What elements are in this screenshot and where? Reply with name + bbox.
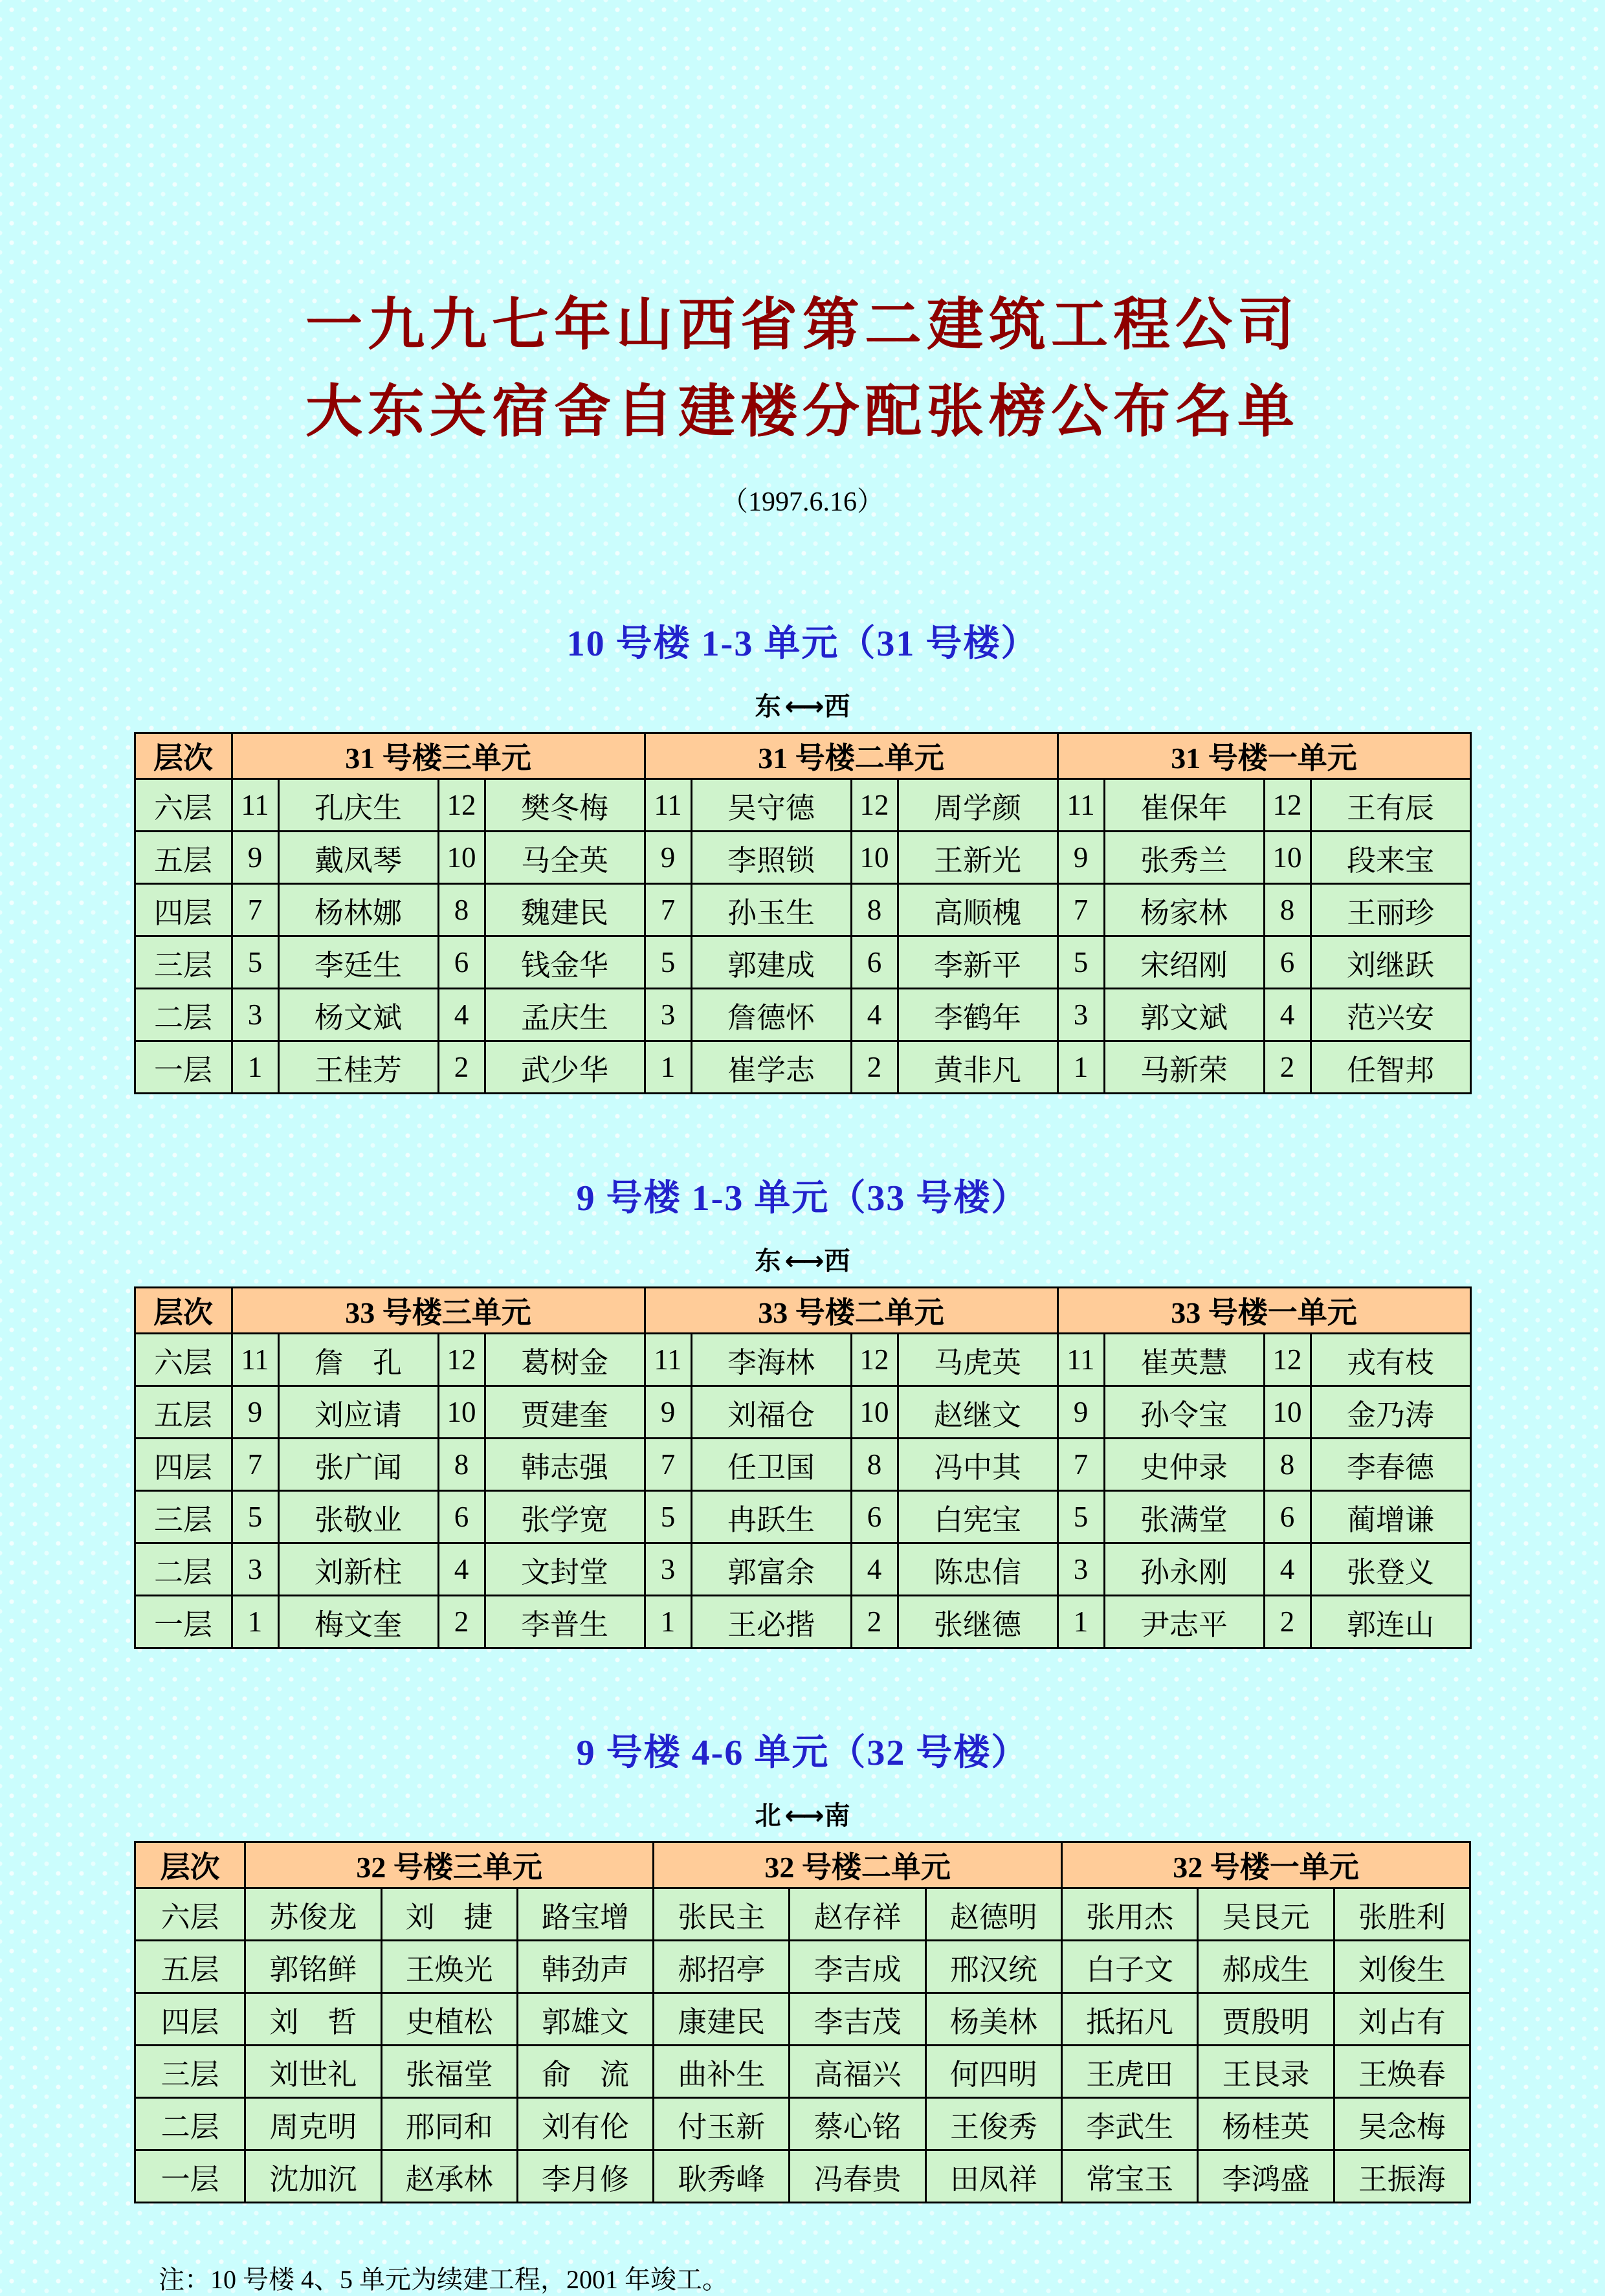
name-cell: 冯中其 <box>898 1439 1057 1491</box>
apt-number-cell: 9 <box>645 1386 691 1439</box>
name-cell: 李鸿盛 <box>1198 2150 1334 2203</box>
name-cell: 杨桂英 <box>1198 2098 1334 2150</box>
name-cell: 武少华 <box>485 1041 645 1094</box>
name-cell: 付玉新 <box>654 2098 790 2150</box>
section-2 <box>0 1169 1605 1649</box>
name-cell: 金乃涛 <box>1311 1386 1470 1439</box>
name-cell: 文封堂 <box>485 1543 645 1596</box>
name-cell: 马全英 <box>485 832 645 884</box>
footnote: 注：10 号楼 4、5 单元为续建工程，2001 年竣工。 <box>159 2265 728 2294</box>
unit-header-cell: 32 号楼二单元 <box>654 1842 1062 1888</box>
name-cell: 刘应请 <box>278 1386 438 1439</box>
name-cell: 尹志平 <box>1104 1596 1264 1648</box>
floor-cell: 一层 <box>135 1596 232 1648</box>
name-cell: 葛树金 <box>485 1334 645 1386</box>
name-cell: 郭雄文 <box>517 1993 653 2046</box>
name-cell: 刘新柱 <box>278 1543 438 1596</box>
apt-number-cell: 2 <box>1264 1041 1311 1094</box>
apt-number-cell: 10 <box>1264 1386 1311 1439</box>
name-cell: 李月修 <box>517 2150 653 2203</box>
name-cell: 郭连山 <box>1311 1596 1470 1648</box>
apt-number-cell: 5 <box>1057 1491 1104 1543</box>
apt-number-cell: 6 <box>1264 1491 1311 1543</box>
name-cell: 田凤祥 <box>925 2150 1061 2203</box>
floor-cell: 四层 <box>135 1439 232 1491</box>
floor-cell: 一层 <box>135 1041 232 1094</box>
name-cell: 高福兴 <box>790 2046 925 2098</box>
name-cell: 贾殷明 <box>1198 1993 1334 2046</box>
name-cell: 贾建奎 <box>485 1386 645 1439</box>
table-row <box>135 1439 1470 1491</box>
name-cell: 马新荣 <box>1104 1041 1264 1094</box>
name-cell: 钱金华 <box>485 936 645 989</box>
name-cell: 赵德明 <box>925 1888 1061 1941</box>
apt-number-cell: 5 <box>232 936 278 989</box>
apt-number-cell: 7 <box>645 884 691 936</box>
name-cell: 刘世礼 <box>245 2046 381 2098</box>
name-cell: 任智邦 <box>1311 1041 1470 1094</box>
name-cell: 白子文 <box>1062 1941 1198 1993</box>
name-cell: 郭建成 <box>691 936 851 989</box>
name-cell: 刘继跃 <box>1311 936 1470 989</box>
apt-number-cell: 5 <box>1057 936 1104 989</box>
apt-number-cell: 9 <box>232 832 278 884</box>
name-cell: 李吉茂 <box>790 1993 925 2046</box>
floor-header-cell: 层次 <box>135 1288 232 1334</box>
name-cell: 李鹤年 <box>898 989 1057 1041</box>
name-cell: 刘福仓 <box>691 1386 851 1439</box>
apt-number-cell: 1 <box>645 1596 691 1648</box>
section-heading: 9 号楼 4-6 单元（32 号楼） <box>576 1733 1029 1773</box>
unit-header-cell: 33 号楼一单元 <box>1057 1288 1470 1334</box>
apt-number-cell: 4 <box>1264 1543 1311 1596</box>
name-cell: 吴艮元 <box>1198 1888 1334 1941</box>
document-date: （1997.6.16） <box>720 487 884 517</box>
name-cell: 詹 孔 <box>278 1334 438 1386</box>
name-cell: 吴念梅 <box>1334 2098 1470 2150</box>
name-cell: 崔保年 <box>1104 779 1264 832</box>
table-row <box>135 1491 1470 1543</box>
apt-number-cell: 10 <box>1264 832 1311 884</box>
floor-cell: 四层 <box>135 1993 245 2046</box>
direction-indicator <box>0 1795 1605 1832</box>
allocation-table <box>134 1286 1472 1649</box>
name-cell: 张学宽 <box>485 1491 645 1543</box>
name-cell: 赵存祥 <box>790 1888 925 1941</box>
name-cell: 曲补生 <box>654 2046 790 2098</box>
name-cell: 杨美林 <box>925 1993 1061 2046</box>
apt-number-cell: 4 <box>438 989 485 1041</box>
name-cell: 杨林娜 <box>278 884 438 936</box>
apt-number-cell: 6 <box>1264 936 1311 989</box>
apt-number-cell: 3 <box>232 1543 278 1596</box>
apt-number-cell: 9 <box>232 1386 278 1439</box>
direction-left-label: 东 <box>755 692 781 721</box>
name-cell: 杨文斌 <box>278 989 438 1041</box>
apt-number-cell: 7 <box>232 1439 278 1491</box>
direction-right-label: 西 <box>824 692 850 721</box>
apt-number-cell: 3 <box>645 1543 691 1596</box>
table-header-row <box>135 1842 1470 1888</box>
name-cell: 孙玉生 <box>691 884 851 936</box>
unit-header-cell: 33 号楼三单元 <box>232 1288 645 1334</box>
apt-number-cell: 9 <box>1057 832 1104 884</box>
name-cell: 刘俊生 <box>1334 1941 1470 1993</box>
apt-number-cell: 11 <box>645 779 691 832</box>
floor-cell: 五层 <box>135 1941 245 1993</box>
floor-cell: 五层 <box>135 1386 232 1439</box>
direction-indicator <box>0 686 1605 723</box>
double-arrow-icon: ←→ <box>784 1246 821 1276</box>
floor-cell: 六层 <box>135 779 232 832</box>
name-cell: 康建民 <box>654 1993 790 2046</box>
direction-left-label: 北 <box>755 1801 781 1830</box>
apt-number-cell: 4 <box>1264 989 1311 1041</box>
name-cell: 崔英慧 <box>1104 1334 1264 1386</box>
apt-number-cell: 10 <box>851 832 898 884</box>
table-row <box>135 832 1470 884</box>
name-cell: 任卫国 <box>691 1439 851 1491</box>
apt-number-cell: 1 <box>1057 1041 1104 1094</box>
unit-header-cell: 31 号楼一单元 <box>1057 733 1470 779</box>
name-cell: 魏建民 <box>485 884 645 936</box>
apt-number-cell: 11 <box>232 779 278 832</box>
floor-cell: 五层 <box>135 832 232 884</box>
name-cell: 王虎田 <box>1062 2046 1198 2098</box>
name-cell: 李普生 <box>485 1596 645 1648</box>
apt-number-cell: 12 <box>438 779 485 832</box>
name-cell: 赵继文 <box>898 1386 1057 1439</box>
name-cell: 抵拓凡 <box>1062 1993 1198 2046</box>
apt-number-cell: 7 <box>1057 884 1104 936</box>
apt-number-cell: 8 <box>851 1439 898 1491</box>
name-cell: 郭文斌 <box>1104 989 1264 1041</box>
name-cell: 吴守德 <box>691 779 851 832</box>
table-row <box>135 2046 1470 2098</box>
floor-cell: 一层 <box>135 2150 245 2203</box>
name-cell: 李吉成 <box>790 1941 925 1993</box>
section-3 <box>0 1724 1605 2203</box>
apt-number-cell: 10 <box>438 1386 485 1439</box>
name-cell: 张民主 <box>654 1888 790 1941</box>
name-cell: 黄非凡 <box>898 1041 1057 1094</box>
table-row <box>135 1386 1470 1439</box>
table-row <box>135 2150 1470 2203</box>
name-cell: 苏俊龙 <box>245 1888 381 1941</box>
name-cell: 俞 流 <box>517 2046 653 2098</box>
name-cell: 何四明 <box>925 2046 1061 2098</box>
name-cell: 郝招亭 <box>654 1941 790 1993</box>
allocation-table <box>134 1841 1471 2203</box>
floor-cell: 二层 <box>135 2098 245 2150</box>
name-cell: 戎有枝 <box>1311 1334 1470 1386</box>
unit-header-cell: 32 号楼三单元 <box>245 1842 654 1888</box>
name-cell: 李武生 <box>1062 2098 1198 2150</box>
floor-cell: 六层 <box>135 1334 232 1386</box>
name-cell: 邢汉统 <box>925 1941 1061 1993</box>
apt-number-cell: 8 <box>1264 884 1311 936</box>
apt-number-cell: 7 <box>1057 1439 1104 1491</box>
name-cell: 蔺增谦 <box>1311 1491 1470 1543</box>
floor-cell: 四层 <box>135 884 232 936</box>
name-cell: 刘 哲 <box>245 1993 381 2046</box>
page-title-line1: 一九九七年山西省第二建筑工程公司 <box>305 291 1300 358</box>
unit-header-cell: 33 号楼二单元 <box>645 1288 1057 1334</box>
name-cell: 张用杰 <box>1062 1888 1198 1941</box>
name-cell: 郭富余 <box>691 1543 851 1596</box>
name-cell: 孙令宝 <box>1104 1386 1264 1439</box>
apt-number-cell: 2 <box>851 1041 898 1094</box>
apt-number-cell: 12 <box>851 1334 898 1386</box>
apt-number-cell: 11 <box>645 1334 691 1386</box>
name-cell: 马虎英 <box>898 1334 1057 1386</box>
apt-number-cell: 11 <box>232 1334 278 1386</box>
apt-number-cell: 11 <box>1057 1334 1104 1386</box>
section-1 <box>0 615 1605 1094</box>
name-cell: 孟庆生 <box>485 989 645 1041</box>
name-cell: 孔庆生 <box>278 779 438 832</box>
name-cell: 郝成生 <box>1198 1941 1334 1993</box>
floor-cell: 三层 <box>135 2046 245 2098</box>
floor-cell: 二层 <box>135 989 232 1041</box>
apt-number-cell: 7 <box>645 1439 691 1491</box>
name-cell: 樊冬梅 <box>485 779 645 832</box>
apt-number-cell: 9 <box>1057 1386 1104 1439</box>
apt-number-cell: 8 <box>438 1439 485 1491</box>
apt-number-cell: 10 <box>851 1386 898 1439</box>
apt-number-cell: 4 <box>851 989 898 1041</box>
table-row <box>135 1543 1470 1596</box>
apt-number-cell: 7 <box>232 884 278 936</box>
direction-indicator <box>0 1241 1605 1277</box>
name-cell: 王丽珍 <box>1311 884 1470 936</box>
name-cell: 张敬业 <box>278 1491 438 1543</box>
name-cell: 张继德 <box>898 1596 1057 1648</box>
double-arrow-icon: ←→ <box>784 1801 821 1831</box>
name-cell: 冉跃生 <box>691 1491 851 1543</box>
apt-number-cell: 3 <box>232 989 278 1041</box>
name-cell: 白宪宝 <box>898 1491 1057 1543</box>
floor-header-cell: 层次 <box>135 1842 245 1888</box>
floor-cell: 六层 <box>135 1888 245 1941</box>
name-cell: 王新光 <box>898 832 1057 884</box>
name-cell: 周克明 <box>245 2098 381 2150</box>
apt-number-cell: 8 <box>438 884 485 936</box>
name-cell: 宋绍刚 <box>1104 936 1264 989</box>
apt-number-cell: 3 <box>1057 989 1104 1041</box>
floor-header-cell: 层次 <box>135 733 232 779</box>
unit-header-cell: 31 号楼二单元 <box>645 733 1057 779</box>
floor-cell: 三层 <box>135 936 232 989</box>
apt-number-cell: 4 <box>851 1543 898 1596</box>
name-cell: 李廷生 <box>278 936 438 989</box>
name-cell: 李海林 <box>691 1334 851 1386</box>
apt-number-cell: 9 <box>645 832 691 884</box>
table-row <box>135 2098 1470 2150</box>
floor-cell: 三层 <box>135 1491 232 1543</box>
floor-cell: 二层 <box>135 1543 232 1596</box>
table-row <box>135 989 1470 1041</box>
name-cell: 冯春贵 <box>790 2150 925 2203</box>
name-cell: 刘占有 <box>1334 1993 1470 2046</box>
apt-number-cell: 12 <box>851 779 898 832</box>
name-cell: 范兴安 <box>1311 989 1470 1041</box>
name-cell: 李新平 <box>898 936 1057 989</box>
apt-number-cell: 2 <box>438 1596 485 1648</box>
table-row <box>135 1888 1470 1941</box>
name-cell: 路宝增 <box>517 1888 653 1941</box>
double-arrow-icon: ←→ <box>784 692 821 722</box>
apt-number-cell: 4 <box>438 1543 485 1596</box>
name-cell: 史仲录 <box>1104 1439 1264 1491</box>
name-cell: 张满堂 <box>1104 1491 1264 1543</box>
table-header-row <box>135 1288 1470 1334</box>
name-cell: 王桂芳 <box>278 1041 438 1094</box>
name-cell: 王焕光 <box>381 1941 517 1993</box>
apt-number-cell: 8 <box>1264 1439 1311 1491</box>
table-row <box>135 1334 1470 1386</box>
direction-left-label: 东 <box>755 1246 781 1275</box>
name-cell: 周学颜 <box>898 779 1057 832</box>
apt-number-cell: 6 <box>851 936 898 989</box>
table-row <box>135 1993 1470 2046</box>
name-cell: 梅文奎 <box>278 1596 438 1648</box>
name-cell: 高顺槐 <box>898 884 1057 936</box>
name-cell: 史植松 <box>381 1993 517 2046</box>
apt-number-cell: 12 <box>438 1334 485 1386</box>
apt-number-cell: 5 <box>645 936 691 989</box>
name-cell: 韩志强 <box>485 1439 645 1491</box>
section-heading: 9 号楼 1-3 单元（33 号楼） <box>576 1178 1029 1219</box>
name-cell: 王有辰 <box>1311 779 1470 832</box>
apt-number-cell: 3 <box>1057 1543 1104 1596</box>
apt-number-cell: 2 <box>438 1041 485 1094</box>
name-cell: 杨家林 <box>1104 884 1264 936</box>
name-cell: 蔡心铭 <box>790 2098 925 2150</box>
apt-number-cell: 6 <box>438 1491 485 1543</box>
apt-number-cell: 5 <box>232 1491 278 1543</box>
apt-number-cell: 6 <box>851 1491 898 1543</box>
apt-number-cell: 1 <box>645 1041 691 1094</box>
name-cell: 王俊秀 <box>925 2098 1061 2150</box>
direction-right-label: 西 <box>824 1246 850 1275</box>
name-cell: 郭铭鲜 <box>245 1941 381 1993</box>
name-cell: 戴凤琴 <box>278 832 438 884</box>
direction-right-label: 南 <box>824 1801 850 1830</box>
name-cell: 陈忠信 <box>898 1543 1057 1596</box>
sections-container <box>0 615 1605 2203</box>
table-row <box>135 1041 1470 1094</box>
name-cell: 崔学志 <box>691 1041 851 1094</box>
name-cell: 常宝玉 <box>1062 2150 1198 2203</box>
apt-number-cell: 6 <box>438 936 485 989</box>
table-row <box>135 884 1470 936</box>
table-row <box>135 936 1470 989</box>
name-cell: 韩劲声 <box>517 1941 653 1993</box>
apt-number-cell: 5 <box>645 1491 691 1543</box>
name-cell: 赵承林 <box>381 2150 517 2203</box>
table-header-row <box>135 733 1470 779</box>
apt-number-cell: 2 <box>1264 1596 1311 1648</box>
name-cell: 李照锁 <box>691 832 851 884</box>
page-title-line2: 大东关宿舍自建楼分配张榜公布名单 <box>305 378 1300 445</box>
name-cell: 张胜利 <box>1334 1888 1470 1941</box>
name-cell: 张福堂 <box>381 2046 517 2098</box>
name-cell: 张广闻 <box>278 1439 438 1491</box>
apt-number-cell: 12 <box>1264 779 1311 832</box>
apt-number-cell: 1 <box>1057 1596 1104 1648</box>
name-cell: 王艮录 <box>1198 2046 1334 2098</box>
name-cell: 刘有伦 <box>517 2098 653 2150</box>
unit-header-cell: 31 号楼三单元 <box>232 733 645 779</box>
apt-number-cell: 12 <box>1264 1334 1311 1386</box>
name-cell: 詹德怀 <box>691 989 851 1041</box>
apt-number-cell: 1 <box>232 1041 278 1094</box>
name-cell: 张秀兰 <box>1104 832 1264 884</box>
apt-number-cell: 8 <box>851 884 898 936</box>
apt-number-cell: 2 <box>851 1596 898 1648</box>
apt-number-cell: 11 <box>1057 779 1104 832</box>
name-cell: 邢同和 <box>381 2098 517 2150</box>
table-row <box>135 779 1470 832</box>
name-cell: 刘 捷 <box>381 1888 517 1941</box>
table-row <box>135 1941 1470 1993</box>
name-cell: 沈加沉 <box>245 2150 381 2203</box>
name-cell: 王焕春 <box>1334 2046 1470 2098</box>
name-cell: 王必揩 <box>691 1596 851 1648</box>
apt-number-cell: 3 <box>645 989 691 1041</box>
apt-number-cell: 1 <box>232 1596 278 1648</box>
name-cell: 李春德 <box>1311 1439 1470 1491</box>
name-cell: 王振海 <box>1334 2150 1470 2203</box>
table-row <box>135 1596 1470 1648</box>
name-cell: 段来宝 <box>1311 832 1470 884</box>
allocation-table <box>134 732 1472 1094</box>
section-heading: 10 号楼 1-3 单元（31 号楼） <box>566 624 1039 664</box>
apt-number-cell: 10 <box>438 832 485 884</box>
name-cell: 孙永刚 <box>1104 1543 1264 1596</box>
name-cell: 耿秀峰 <box>654 2150 790 2203</box>
unit-header-cell: 32 号楼一单元 <box>1062 1842 1470 1888</box>
name-cell: 张登义 <box>1311 1543 1470 1596</box>
